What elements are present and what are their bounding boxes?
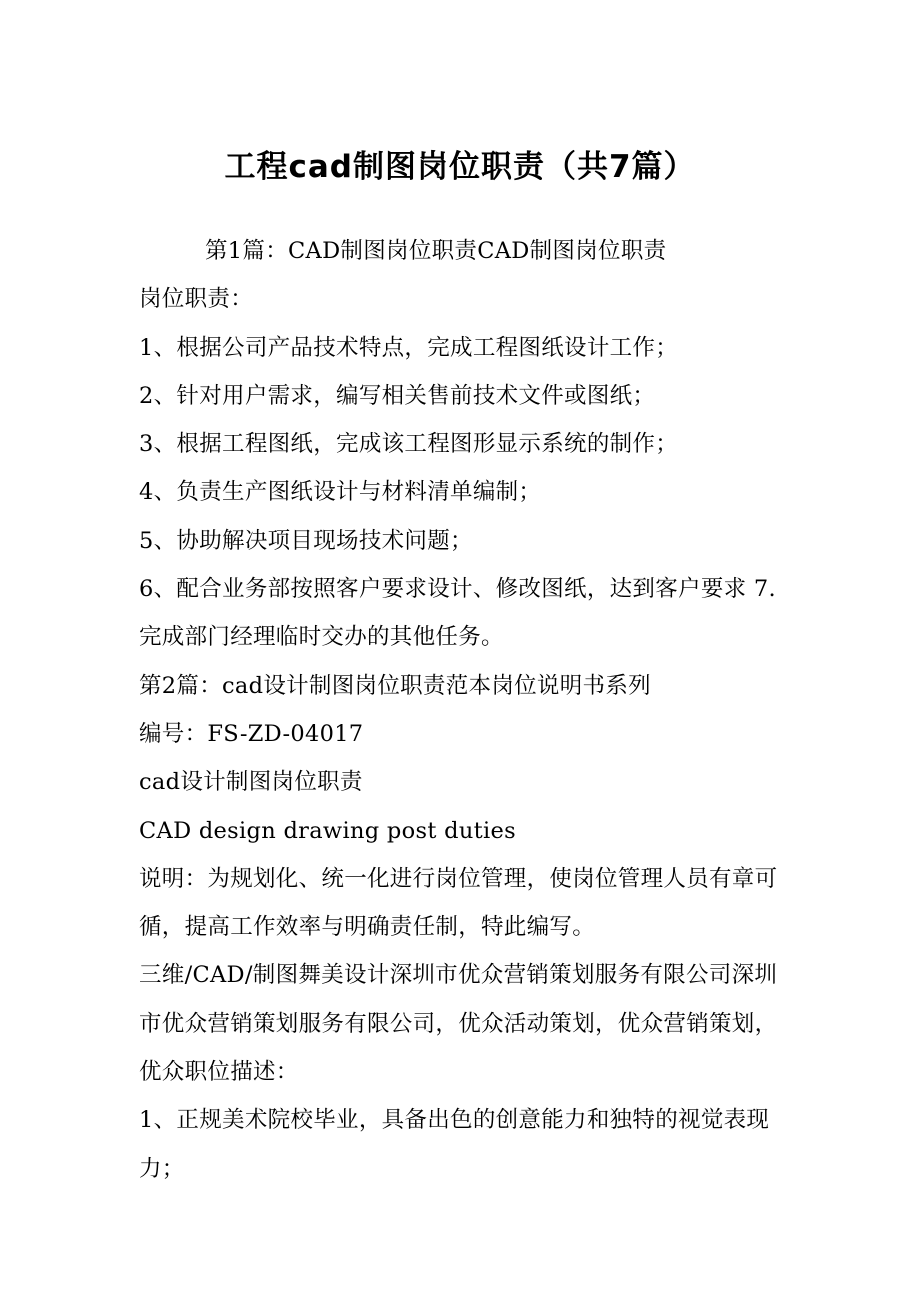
paragraph: 2、针对用户需求，编写相关售前技术文件或图纸； xyxy=(139,382,656,409)
document-title: 工程cad制图岗位职责（共7篇） xyxy=(224,149,696,185)
paragraph: 第1篇：CAD制图岗位职责CAD制图岗位职责 xyxy=(205,238,667,264)
paragraph: 三维/CAD/制图舞美设计深圳市优众营销策划服务有限公司深圳市优众营销策划服务有限公司，优众活动策划，优众营销策划，优众职位描述： xyxy=(139,962,778,1086)
paragraph: 岗位职责： xyxy=(139,286,254,313)
paragraph: CAD design drawing post duties xyxy=(139,817,516,844)
paragraph: 3、根据工程图纸，完成该工程图形显示系统的制作； xyxy=(139,431,679,458)
paragraph: 说明：为规划化、统一化进行岗位管理，使岗位管理人员有章可循，提高工作效率与明确责任制，特此编写。 xyxy=(139,865,778,941)
paragraph: 编号：FS-ZD-04017 xyxy=(139,720,364,747)
paragraph: 1、根据公司产品技术特点，完成工程图纸设计工作； xyxy=(139,334,679,361)
paragraph: cad设计制图岗位职责 xyxy=(139,769,363,796)
paragraph: 1、正规美术院校毕业，具备出色的创意能力和独特的视觉表现力； xyxy=(139,1107,770,1182)
paragraph: 6、配合业务部按照客户要求设计、修改图纸，达到客户要求 7.完成部门经理临时交办的其他任务。 xyxy=(139,576,776,651)
paragraph: 4、负责生产图纸设计与材料清单编制； xyxy=(139,479,542,506)
document-body xyxy=(139,227,787,1193)
paragraph: 5、协助解决项目现场技术问题； xyxy=(139,527,473,554)
paragraph: 第2篇：cad设计制图岗位职责范本岗位说明书系列 xyxy=(139,672,651,699)
